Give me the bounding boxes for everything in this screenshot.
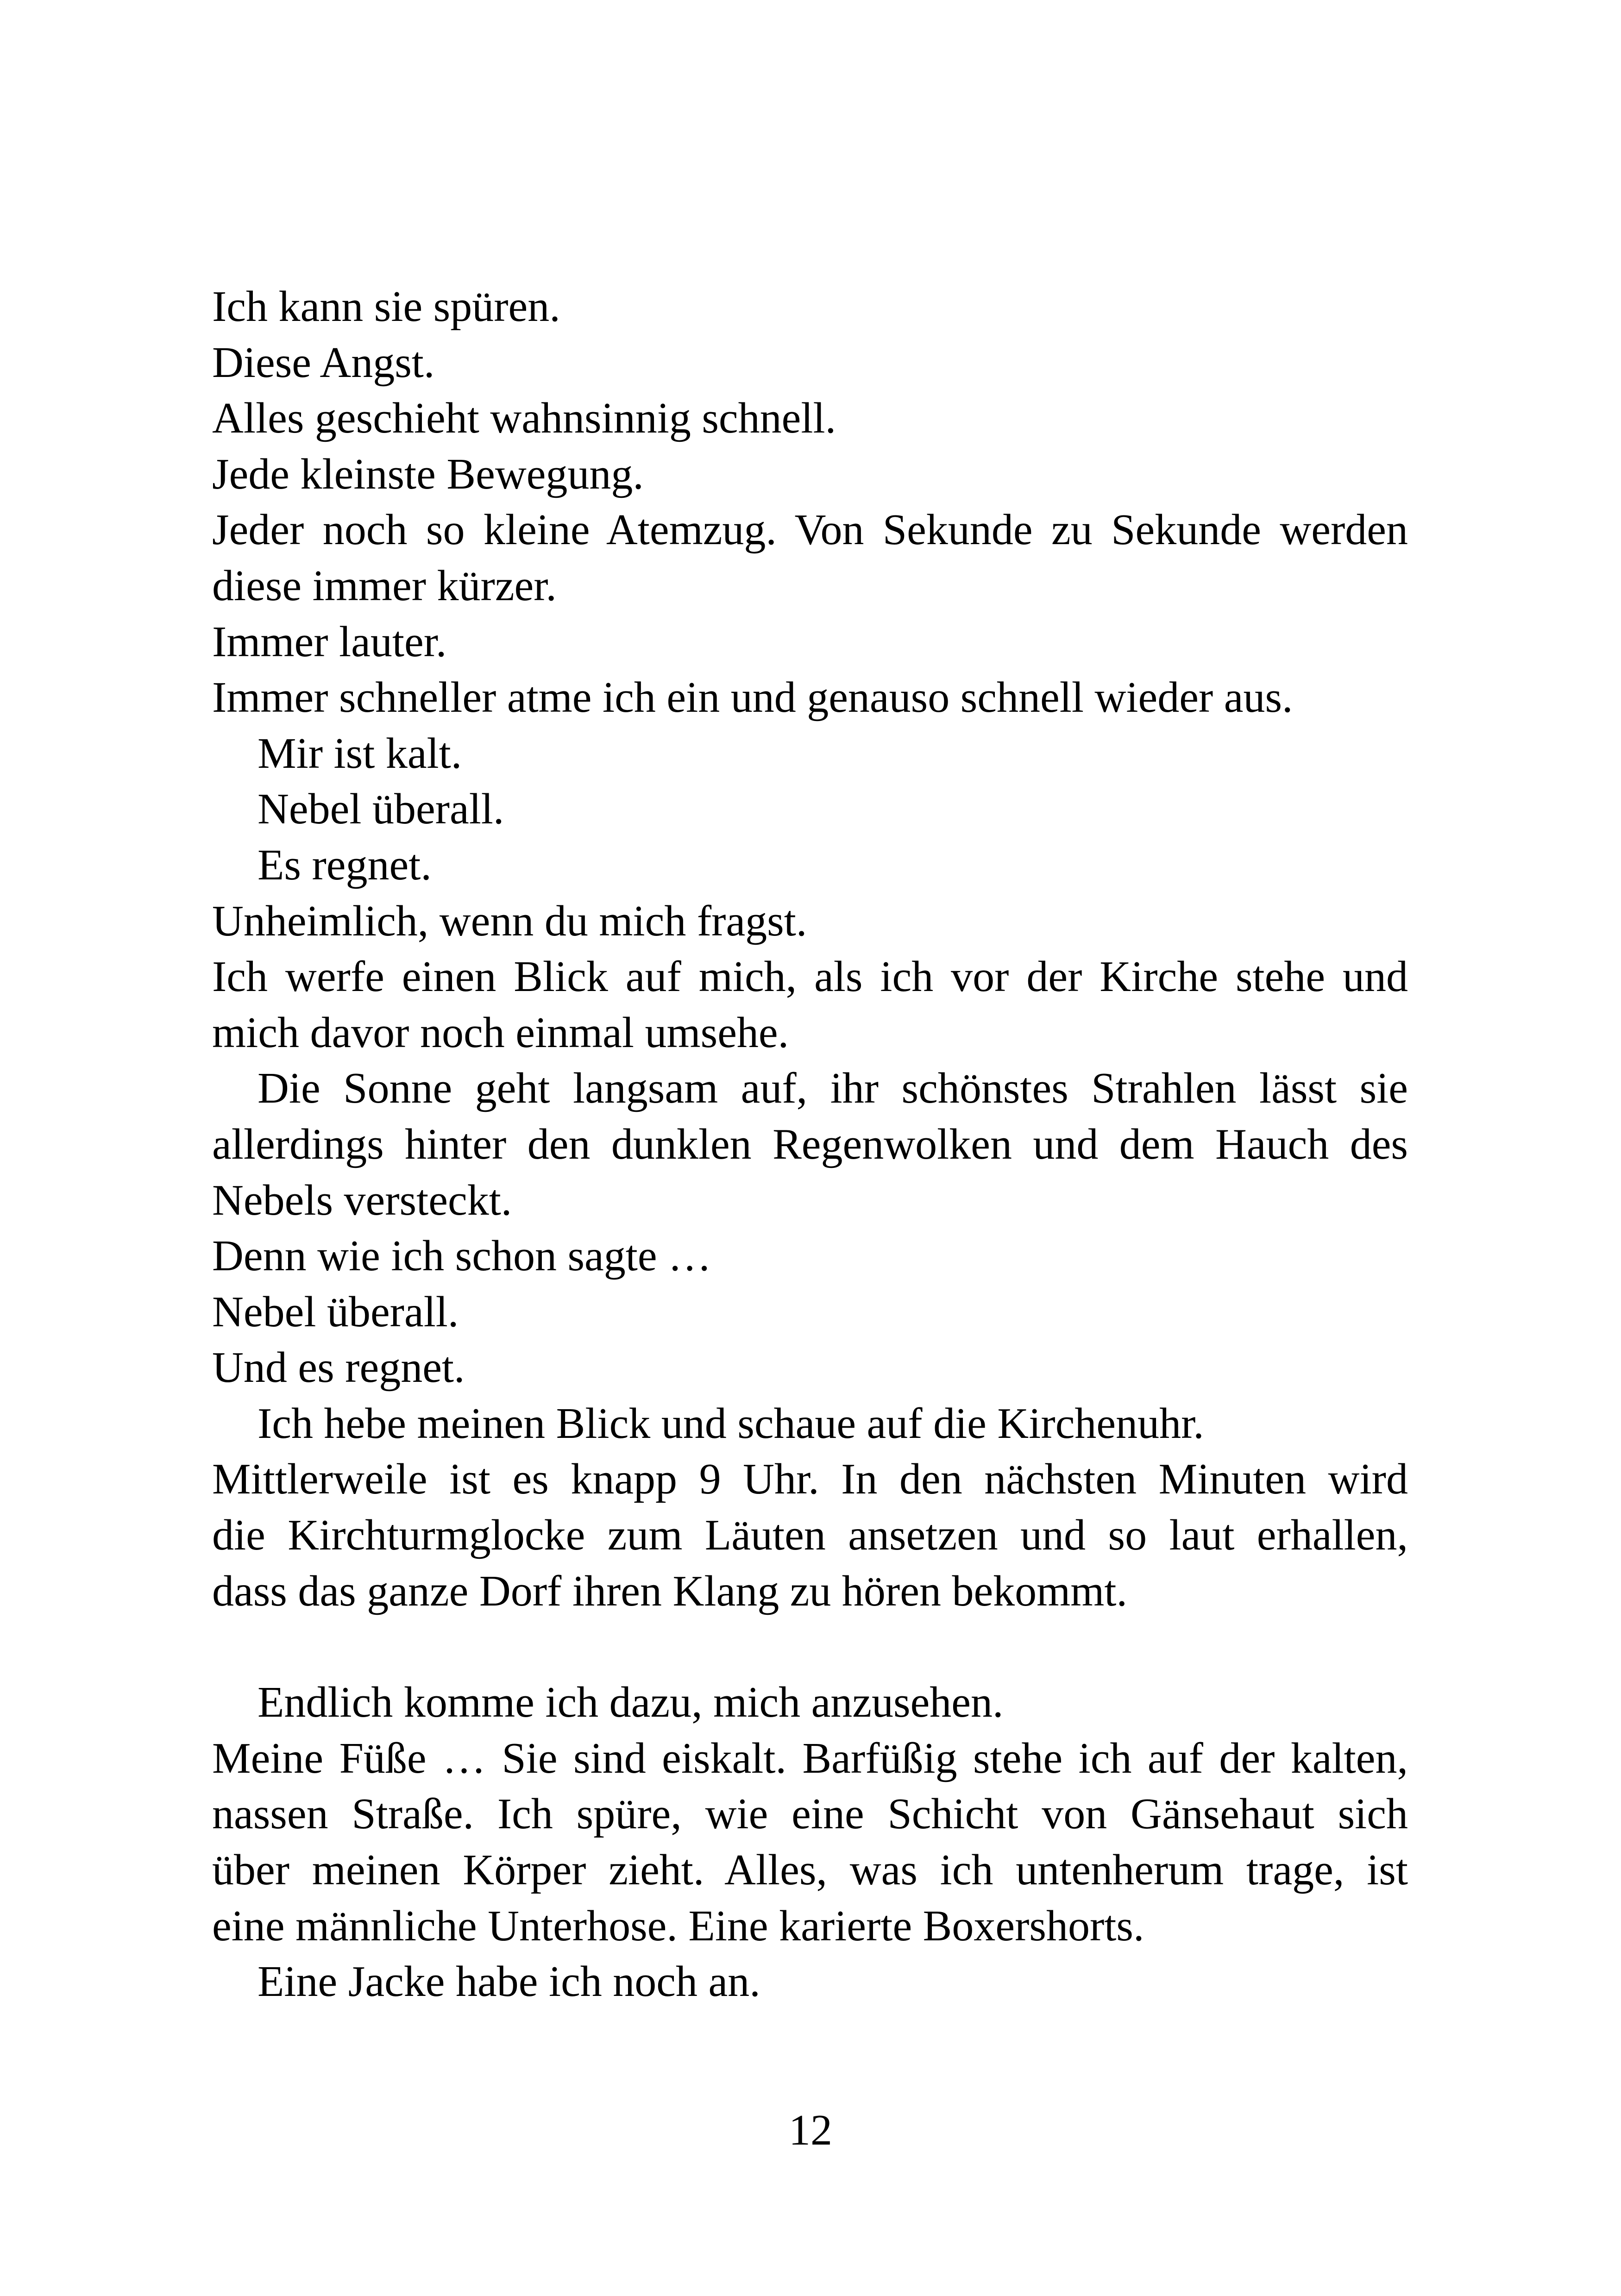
text-line: Unheimlich, wenn du mich fragst. — [212, 897, 807, 945]
text-line: Ich kann sie spüren. — [212, 282, 560, 331]
text-line: Nebels versteckt. — [212, 1176, 512, 1224]
text-line: Diese Angst. — [212, 338, 435, 387]
text-line: dass das ganze Dorf ihren Klang zu hören bekommt. — [212, 1567, 1128, 1615]
text-line: Immer schneller atme ich ein und genauso schnell wieder aus. — [212, 673, 1293, 722]
text-line: Immer lauter. — [212, 617, 447, 666]
text-line: Mir ist kalt. — [258, 729, 462, 778]
text-line: Denn wie ich schon sagte … — [212, 1232, 712, 1280]
text-line: über meinen Körper zieht. Alles, was ich untenherum trage, ist — [212, 1846, 1408, 1895]
text-line: Eine Jacke habe ich noch an. — [258, 1957, 760, 2006]
text-line: Die Sonne geht langsam auf, ihr schönstes Strahlen lässt sie — [258, 1064, 1408, 1113]
text-line: diese immer kürzer. — [212, 561, 557, 610]
text-line: Meine Füße … Sie sind eiskalt. Barfüßig stehe ich auf der kalten, — [212, 1734, 1408, 1782]
text-line: Ich werfe einen Blick auf mich, als ich vor der Kirche stehe und — [212, 953, 1408, 1001]
page-number: 12 — [789, 2106, 832, 2154]
text-line: Endlich komme ich dazu, mich anzusehen. — [258, 1678, 1004, 1727]
text-line: Jede kleinste Bewegung. — [212, 450, 644, 498]
paragraph-gap — [212, 1619, 1408, 1675]
text-line: Nebel überall. — [258, 785, 504, 834]
text-line: Ich hebe meinen Blick und schaue auf die Kirchenuhr. — [258, 1399, 1204, 1448]
text-line: Alles geschieht wahnsinnig schnell. — [212, 394, 836, 443]
body-text — [212, 279, 1408, 2010]
text-line: die Kirchturmglocke zum Läuten ansetzen und so laut erhallen, — [212, 1511, 1408, 1560]
text-line: eine männliche Unterhose. Eine karierte Boxershorts. — [212, 1901, 1144, 1950]
text-line: mich davor noch einmal umsehe. — [212, 1008, 789, 1057]
text-line: Nebel überall. — [212, 1287, 459, 1336]
text-line: Mittlerweile ist es knapp 9 Uhr. In den nächsten Minuten wird — [212, 1455, 1408, 1504]
text-line: Jeder noch so kleine Atemzug. Von Sekunde zu Sekunde werden — [212, 506, 1408, 554]
text-line: Es regnet. — [258, 841, 432, 889]
text-line: nassen Straße. Ich spüre, wie eine Schicht von Gänsehaut sich — [212, 1790, 1408, 1838]
text-line: Und es regnet. — [212, 1343, 465, 1392]
text-line: allerdings hinter den dunklen Regenwolken und dem Hauch des — [212, 1120, 1408, 1168]
